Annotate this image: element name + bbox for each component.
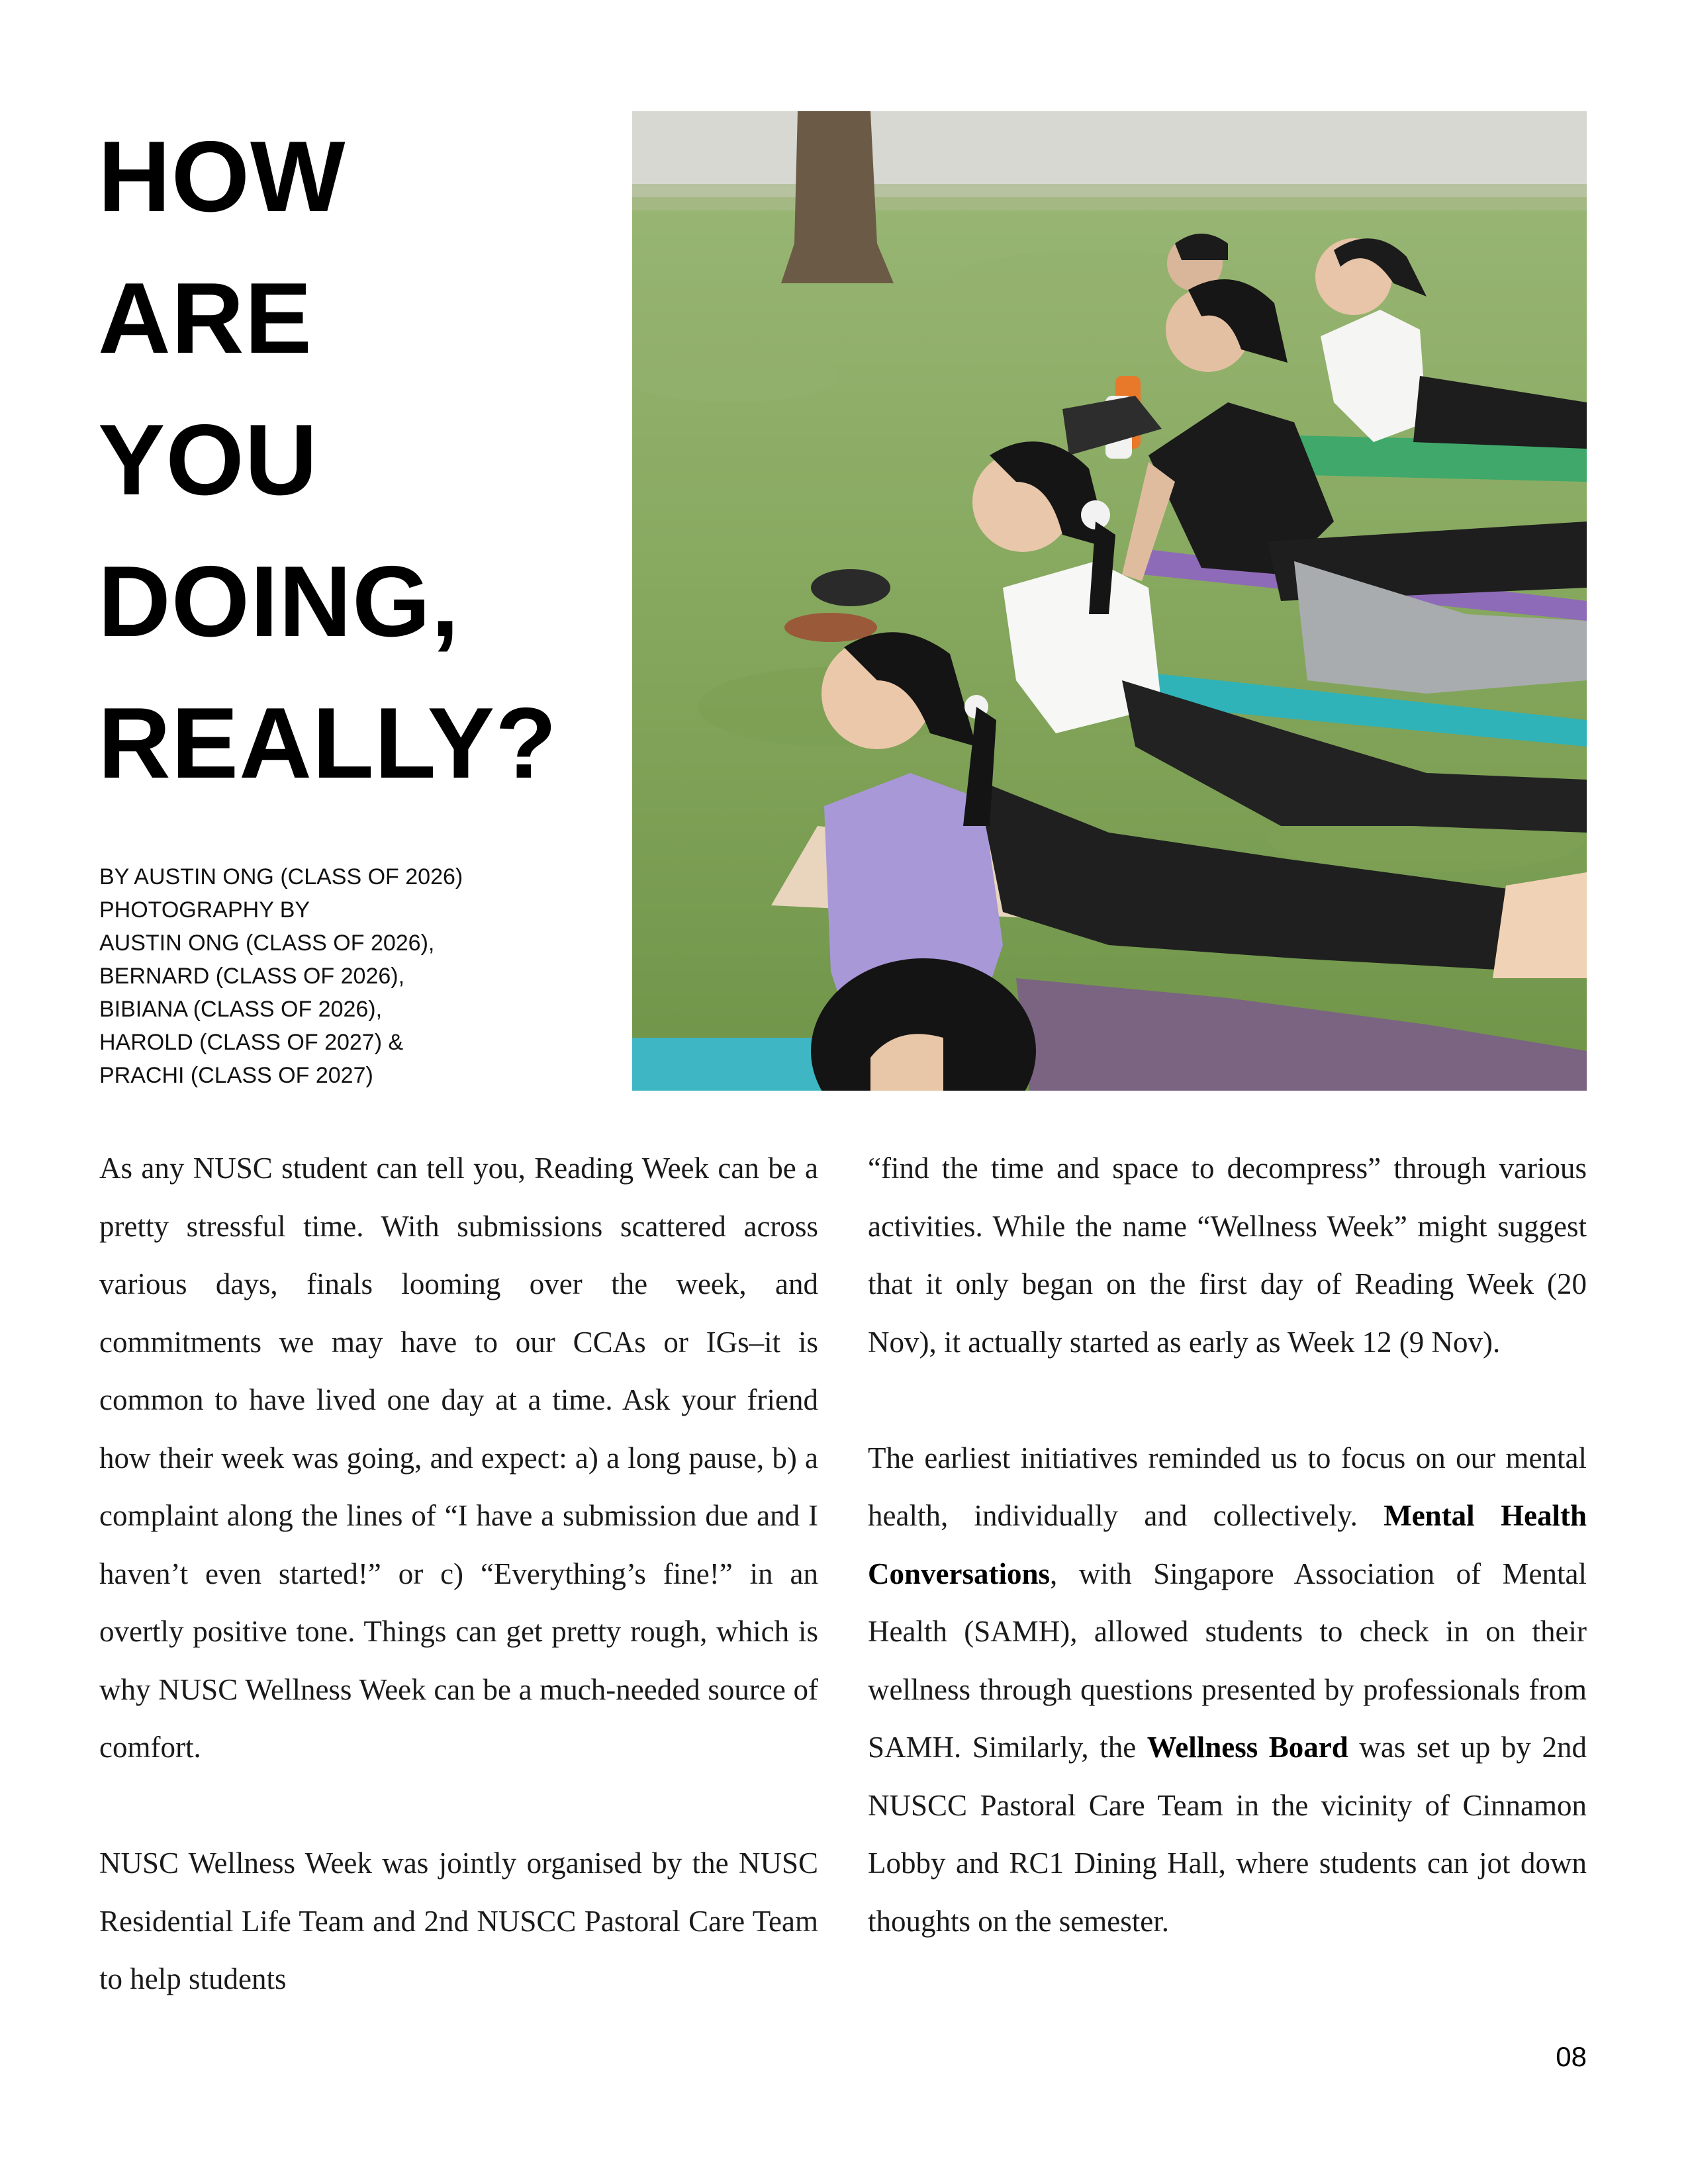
credit-line: AUSTIN ONG (CLASS OF 2026), — [99, 931, 435, 956]
title-line: HOW — [98, 120, 346, 233]
title-line: DOING, — [98, 545, 460, 658]
body-column-left — [99, 1140, 818, 2009]
credit-line: PHOTOGRAPHY BY — [99, 897, 310, 923]
credit-line: BIBIANA (CLASS OF 2026), — [99, 997, 383, 1022]
byline-credits — [99, 860, 616, 1092]
body-column-right — [868, 1140, 1587, 1950]
title-line: YOU — [98, 404, 318, 516]
text-run: was set up by 2nd NUSCC Pastoral Care Team in the vicinity of Cinnamon Lobby and RC1 Dining Hall, where students can jot down thoughts on the semester. — [868, 1731, 1587, 1938]
mat-blue — [632, 1038, 831, 1091]
credit-line: PRACHI (CLASS OF 2027) — [99, 1063, 373, 1088]
credit-line: BY AUSTIN ONG (CLASS OF 2026) — [99, 864, 463, 889]
bold-term-mental-health-conversations: Mental Health Conversations — [868, 1499, 1587, 1590]
page-number: 08 — [1556, 2041, 1587, 2072]
yoga-photo — [632, 111, 1587, 1091]
paragraph: NUSC Wellness Week was jointly organised by the NUSC Residential Life Team and 2nd NUSCC Pastoral Care Team to help students — [99, 1846, 818, 1995]
paragraph: As any NUSC student can tell you, Reading Week can be a pretty stressful time. With submissions scattered across various days, finals looming over the week, and commitments we may have to our CCAs or IGs–it is common to have lived one day at a time. Ask your friend how their week was going, and expect: a) a long pause, b) a complaint along the lines of “I have a submission due and I haven’t even started!” or c) “Everything’s fine!” in an overtly positive tone. Things can get pretty rough, which is why NUSC Wellness Week can be a much-needed source of comfort. — [99, 1152, 818, 1764]
credit-line: BERNARD (CLASS OF 2026), — [99, 964, 405, 989]
title-line: ARE — [98, 262, 312, 375]
paragraph: “find the time and space to decompress” through various activities. While the name “Wellness Week” might suggest that it only began on the first day of Reading Week (20 Nov), it actually started as early as Week 12 (9 Nov). — [868, 1152, 1587, 1359]
paragraph — [868, 1430, 1587, 1951]
title-line: REALLY? — [98, 687, 557, 799]
bold-term-wellness-board: Wellness Board — [1147, 1731, 1348, 1764]
credit-line: HAROLD (CLASS OF 2027) & — [99, 1030, 404, 1055]
text-run: The earliest initiatives reminded us to focus on our mental health, individually and collectively. — [868, 1441, 1587, 1532]
text-run: , with Singapore Association of Mental Health (SAMH), allowed students to check in on their wellness through questions presented by professionals from SAMH. Similarly, the — [868, 1557, 1587, 1764]
article-title — [98, 106, 641, 814]
